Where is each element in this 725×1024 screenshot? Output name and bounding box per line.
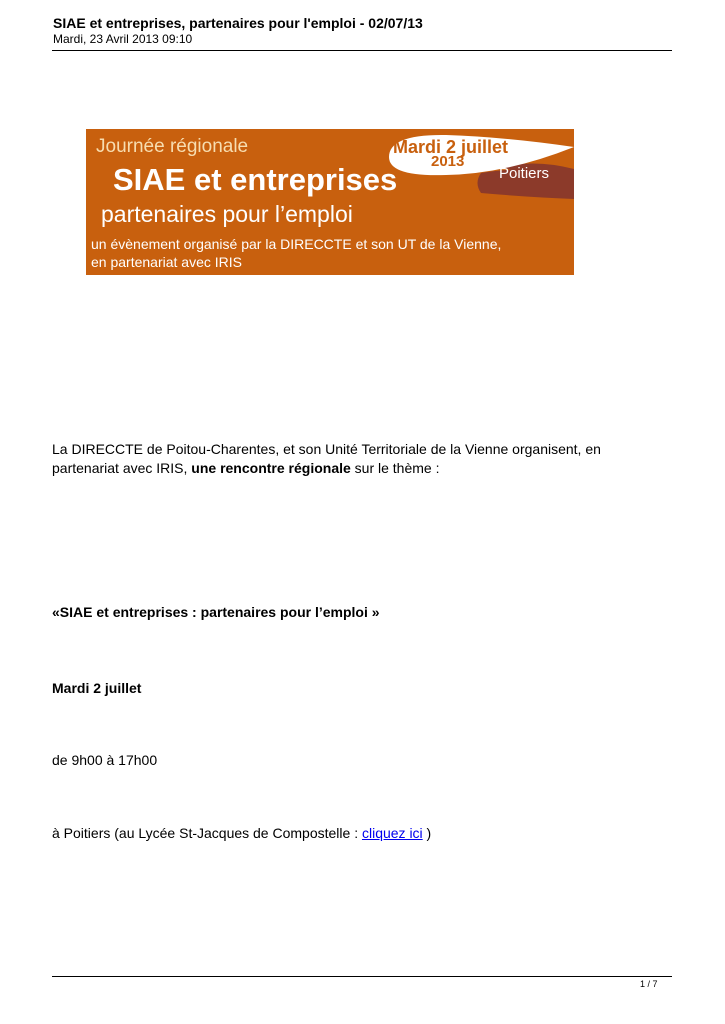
page-title: SIAE et entreprises, partenaires pour l'emploi - 02/07/13 <box>53 15 423 31</box>
location-text: à Poitiers (au Lycée St-Jacques de Compostelle : <box>52 825 362 841</box>
event-date: Mardi 2 juillet <box>52 680 142 696</box>
header-divider <box>52 50 672 51</box>
event-banner <box>86 129 574 275</box>
intro-paragraph <box>52 440 652 478</box>
banner-city: Poitiers <box>499 165 550 182</box>
event-title: «SIAE et entreprises : partenaires pour l’emploi » <box>52 604 380 620</box>
banner-partenaires: partenaires pour l’emploi <box>101 201 353 227</box>
banner-year: 2013 <box>431 153 465 170</box>
article-date: Mardi, 23 Avril 2013 09:10 <box>53 32 193 46</box>
location-end: ) <box>422 825 432 841</box>
banner-journee: Journée régionale <box>96 136 249 157</box>
banner-siae: SIAE et entreprises <box>113 162 398 197</box>
intro-bold: une rencontre régionale <box>191 460 351 476</box>
intro-text-2: sur le thème : <box>350 460 440 476</box>
footer-divider <box>52 976 672 977</box>
banner-partner-line: en partenariat avec IRIS <box>91 254 242 270</box>
location-link[interactable]: cliquez ici <box>361 825 423 841</box>
event-location <box>52 825 431 841</box>
intro-text-1: La DIRECCTE de Poitou-Charentes, et son Unité Territoriale de la Vienne organisent, en partenariat avec IRIS, <box>52 441 601 476</box>
banner-date: Mardi 2 juillet <box>393 137 509 157</box>
event-time: de 9h00 à 17h00 <box>52 752 158 768</box>
banner-organizer-line: un évènement organisé par la DIRECCTE et son UT de la Vienne, <box>91 236 502 252</box>
page-number: 1 / 7 <box>640 979 658 989</box>
